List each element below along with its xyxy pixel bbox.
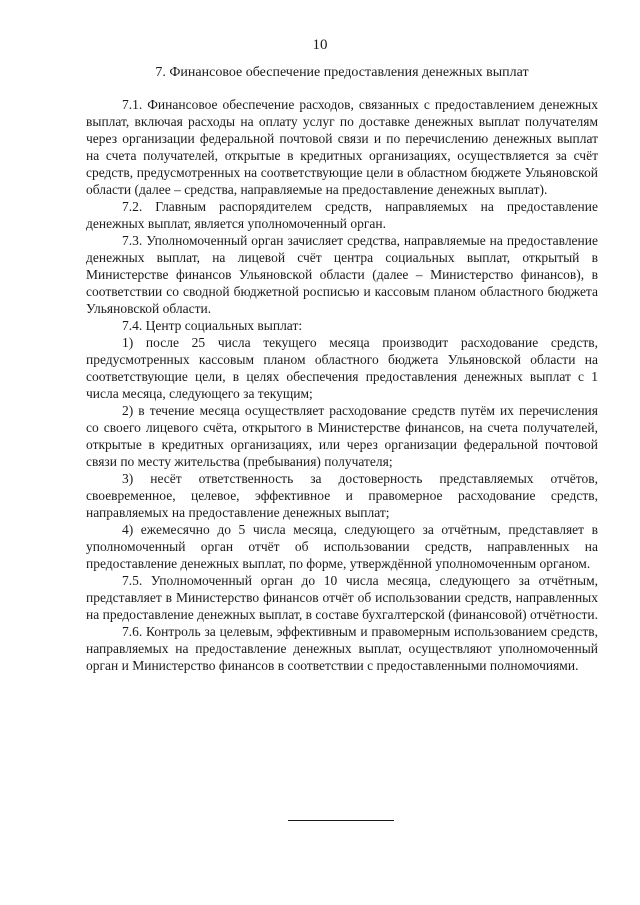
paragraph-7-4-item-3: 3) несёт ответственность за достоверность представляемых отчётов, своевременное, целевое, эффективное и правомерное расходование средств, направляемых на предоставление денежных выплат; xyxy=(86,471,598,520)
paragraph-7-2: 7.2. Главным распорядителем средств, направляемых на предоставление денежных выплат, является уполномоченный орган. xyxy=(86,199,598,231)
page-number: 10 xyxy=(312,37,328,53)
paragraph-7-4-item-2: 2) в течение месяца осуществляет расходование средств путём их перечисления со своего лицевого счёта, открытого в Министерстве финансов, на счета получателей, открытые в кредитных организациях, или через организации федеральной почтовой связи по месту жительства (пребывания) получателя; xyxy=(86,403,598,469)
paragraph-7-5: 7.5. Уполномоченный орган до 10 числа месяца, следующего за отчётным, представляет в Министерство финансов отчёт об использовании средств, направленных на предоставление денежных выплат, в составе бухгалтерской (финансовой) отчётности. xyxy=(86,573,598,622)
paragraph-7-3: 7.3. Уполномоченный орган зачисляет средства, направляемые на предоставление денежных выплат, на лицевой счёт центра социальных выплат, открытый в Министерстве финансов Ульяновской области (далее – Министерство финансов), в соответствии со сводной бюджетной росписью и кассовым планом областного бюджета Ульяновской области. xyxy=(86,233,598,316)
paragraph-7-4: 7.4. Центр социальных выплат: xyxy=(122,318,303,333)
document-body xyxy=(86,96,598,674)
paragraph-7-6: 7.6. Контроль за целевым, эффективным и правомерным использованием средств, направляемых на предоставление денежных выплат, осуществляют уполномоченный орган и Министерство финансов в соответствии с предоставленными полномочиями. xyxy=(86,624,598,673)
paragraph-7-1: 7.1. Финансовое обеспечение расходов, связанных с предоставлением денежных выплат, включая расходы на оплату услуг по доставке денежных выплат получателям через организации федеральной почтовой связи и по перечислению денежных выплат на счета получателей, открытые в кредитных организациях, осуществляется за счёт средств, предусмотренных на соответствующие цели в областном бюджете Ульяновской области (далее – средства, направляемые на предоставление денежных выплат). xyxy=(86,97,598,197)
paragraph-7-4-item-1: 1) после 25 числа текущего месяца производит расходование средств, предусмотренных кассовым планом областного бюджета Ульяновской области на соответствующие цели, в целях обеспечения предоставления денежных выплат с 1 числа месяца, следующего за текущим; xyxy=(86,335,598,401)
section-title: 7. Финансовое обеспечение предоставления денежных выплат xyxy=(155,65,529,80)
paragraph-7-4-item-4: 4) ежемесячно до 5 числа месяца, следующего за отчётным, представляет в уполномоченный орган отчёт об использовании средств, направленных на предоставление денежных выплат, по форме, утверждённой уполномоченным органом. xyxy=(86,522,598,571)
end-separator-line xyxy=(288,820,394,821)
